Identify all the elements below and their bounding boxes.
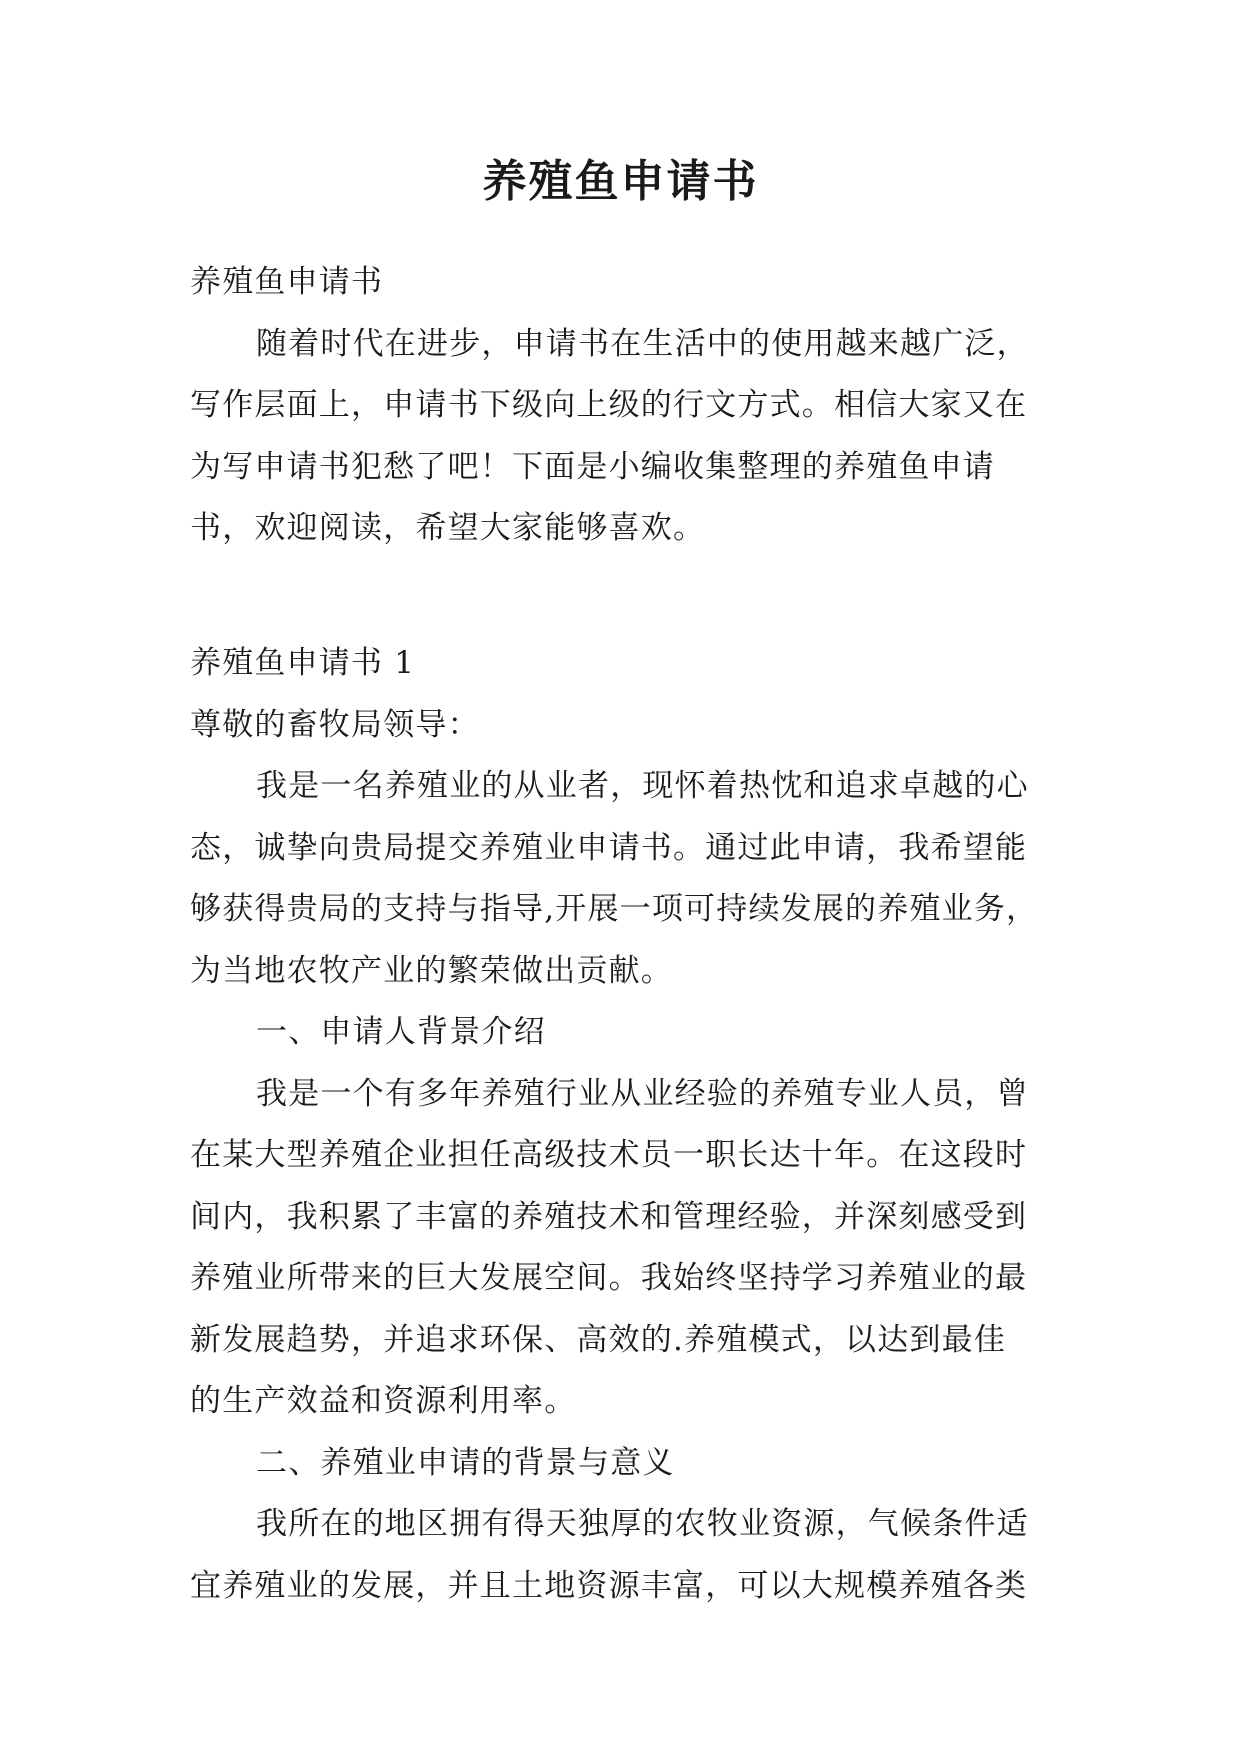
subheading-applicant-background: 一、申请人背景介绍 (256, 1014, 546, 1050)
intro-paragraph-line: 书，欢迎阅读，希望大家能够喜欢。 (190, 510, 706, 546)
paragraph-line: 养殖业所带来的巨大发展空间。我始终坚持学习养殖业的最 (190, 1260, 1028, 1296)
paragraph-line: 间内，我积累了丰富的养殖技术和管理经验，并深刻感受到 (190, 1198, 1028, 1235)
section-heading: 养殖鱼申请书 1 (190, 645, 416, 681)
section-1 (190, 633, 1060, 1617)
intro-paragraph-line: 随着时代在进步，申请书在生活中的使用越来越广泛， (256, 325, 1029, 362)
paragraph-line: 我所在的地区拥有得天独厚的农牧业资源，气候条件适 (256, 1506, 1029, 1542)
intro-section (190, 252, 1060, 560)
paragraph-line: 在某大型养殖企业担任高级技术员一职长达十年。在这段时 (190, 1137, 1028, 1173)
subheading-application-background: 二、养殖业申请的背景与意义 (256, 1444, 675, 1481)
paragraph-line: 我是一个有多年养殖行业从业经验的养殖专业人员，曾 (256, 1075, 1029, 1112)
paragraph-line: 态，诚挚向贵局提交养殖业申请书。通过此申请，我希望能 (190, 829, 1028, 866)
intro-paragraph-line: 写作层面上，申请书下级向上级的行文方式。相信大家又在 (190, 387, 1028, 423)
paragraph-line: 够获得贵局的支持与指导,开展一项可持续发展的养殖业务， (190, 891, 1039, 927)
paragraph-line: 新发展趋势，并追求环保、高效的.养殖模式，以达到最佳 (190, 1321, 1007, 1358)
document-title: 养殖鱼申请书 (482, 156, 759, 207)
intro-heading: 养殖鱼申请书 (190, 264, 384, 300)
paragraph-line: 为当地农牧产业的繁荣做出贡献。 (190, 952, 673, 989)
paragraph-line: 我是一名养殖业的从业者，现怀着热忱和追求卓越的心 (256, 768, 1029, 804)
salutation: 尊敬的畜牧局领导： (190, 706, 480, 743)
paragraph-line: 宜养殖业的发展，并且土地资源丰富，可以大规模养殖各类 (190, 1567, 1028, 1604)
intro-paragraph-line: 为写申请书犯愁了吧！下面是小编收集整理的养殖鱼申请 (190, 448, 995, 485)
paragraph-line: 的生产效益和资源利用率。 (190, 1383, 577, 1419)
